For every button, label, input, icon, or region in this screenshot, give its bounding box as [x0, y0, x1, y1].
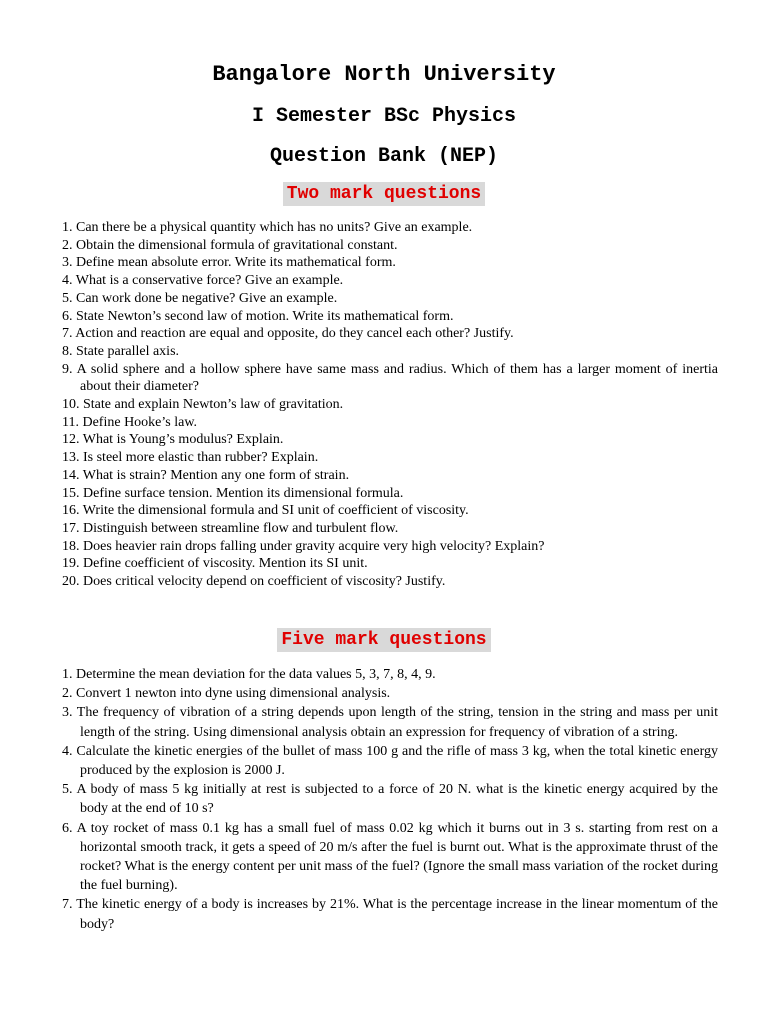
question-item	[62, 555, 718, 573]
question-text: Convert 1 newton into dyne using dimensional analysis.	[76, 686, 391, 702]
two-mark-heading	[0, 182, 768, 206]
question-item	[62, 325, 718, 343]
question-item	[62, 254, 718, 272]
question-text: Obtain the dimensional formula of gravitational constant.	[76, 237, 398, 253]
question-item	[62, 414, 718, 432]
question-text: Calculate the kinetic energies of the bullet of mass 100 g and the rifle of mass 3 kg, when the total kinetic energy produced by the explosion is 2000 J.	[76, 743, 718, 779]
question-number: 14.	[62, 467, 80, 483]
question-number: 8.	[62, 343, 73, 359]
question-number: 13.	[62, 450, 80, 466]
question-number: 3.	[62, 255, 73, 271]
question-text: Can there be a physical quantity which has no units? Give an example.	[76, 220, 473, 235]
question-number: 9.	[62, 361, 73, 377]
question-text: What is strain? Mention any one form of strain.	[82, 467, 350, 483]
question-text: A solid sphere and a hollow sphere have same mass and radius. Which of them has a larger moment of inertia about their diameter?	[76, 361, 718, 395]
question-text: State parallel axis.	[76, 343, 180, 359]
question-number: 1.	[62, 220, 73, 235]
five-mark-heading-text: Five mark questions	[277, 628, 490, 652]
question-item	[62, 684, 718, 703]
question-text: Define Hooke’s law.	[82, 414, 198, 430]
question-item	[62, 396, 718, 414]
question-number: 10.	[62, 397, 80, 413]
question-item	[62, 272, 718, 290]
question-number: 4.	[62, 743, 73, 759]
question-item	[62, 449, 718, 467]
question-text: State Newton’s second law of motion. Write its mathematical form.	[76, 308, 454, 324]
question-number: 16.	[62, 503, 80, 519]
question-number: 5.	[62, 782, 73, 798]
question-item	[62, 467, 718, 485]
question-item	[62, 703, 718, 741]
question-item	[62, 520, 718, 538]
question-text: Action and reaction are equal and opposite, do they cancel each other? Justify.	[75, 326, 514, 342]
question-number: 2.	[62, 686, 73, 702]
question-text: A body of mass 5 kg initially at rest is subjected to a force of 20 N. what is the kinetic energy acquired by the body at the end of 10 s?	[76, 782, 719, 817]
question-number: 6.	[62, 308, 73, 324]
question-text: What is Young’s modulus? Explain.	[82, 432, 284, 448]
question-text: Does critical velocity depend on coefficient of viscosity? Justify.	[83, 574, 446, 590]
question-item	[62, 502, 718, 520]
question-text: Distinguish between streamline flow and turbulent flow.	[83, 520, 399, 536]
question-item	[62, 665, 718, 684]
question-item	[62, 895, 718, 933]
question-item	[62, 237, 718, 255]
five-mark-heading	[0, 628, 768, 652]
question-number: 1.	[62, 667, 73, 682]
question-number: 18.	[62, 538, 80, 554]
question-text: The frequency of vibration of a string depends upon length of the string, tension in the string and mass per unit length of the string. Using dimensional analysis obtain an expression for frequency of vibration of a string.	[76, 705, 718, 740]
question-item	[62, 485, 718, 503]
university-title: Bangalore North University	[212, 62, 556, 87]
question-item	[62, 742, 718, 780]
question-number: 4.	[62, 273, 73, 289]
question-number: 7.	[62, 326, 73, 342]
question-text: Define surface tension. Mention its dimensional formula.	[83, 485, 404, 501]
question-text: Can work done be negative? Give an example.	[76, 290, 338, 306]
question-number: 15.	[62, 485, 80, 501]
question-number: 7.	[62, 897, 73, 913]
question-number: 6.	[62, 820, 73, 836]
question-text: Does heavier rain drops falling under gravity acquire very high velocity? Explain?	[83, 538, 545, 554]
question-text: State and explain Newton’s law of gravitation.	[83, 397, 344, 413]
question-text: The kinetic energy of a body is increases by 21%. What is the percentage increase in the linear momentum of the body?	[76, 897, 718, 932]
question-text: What is a conservative force? Give an example.	[75, 273, 344, 289]
question-number: 2.	[62, 237, 73, 253]
question-text: Determine the mean deviation for the data values 5, 3, 7, 8, 4, 9.	[76, 667, 436, 682]
question-text: Define mean absolute error. Write its mathematical form.	[76, 255, 396, 271]
question-number: 20.	[62, 574, 80, 590]
question-text: Is steel more elastic than rubber? Explain.	[83, 450, 319, 466]
question-text: Write the dimensional formula and SI unit of coefficient of viscosity.	[82, 503, 469, 519]
question-item	[62, 343, 718, 361]
question-item	[62, 361, 718, 396]
question-item	[62, 538, 718, 556]
question-item	[62, 573, 718, 591]
question-item	[62, 219, 718, 237]
two-mark-heading-text: Two mark questions	[283, 182, 485, 206]
course-title: I Semester BSc Physics	[251, 105, 517, 128]
question-number: 11.	[62, 414, 79, 430]
question-item	[62, 819, 718, 896]
question-text: A toy rocket of mass 0.1 kg has a small fuel of mass 0.02 kg which it burns out in 3 s. starting from rest on a horizontal smooth track, it gets a speed of 20 m/s after the fuel is burnt out. What is the approximate thrust of the rocket? What is the energy content per unit mass of the fuel? (Ignore the small mass variation of the rocket during the fuel burning).	[76, 820, 718, 894]
question-item	[62, 431, 718, 449]
two-mark-question-list	[62, 219, 718, 591]
question-text: Define coefficient of viscosity. Mention its SI unit.	[83, 556, 368, 572]
document-title: Question Bank (NEP)	[269, 145, 499, 168]
question-number: 12.	[62, 432, 80, 448]
question-number: 3.	[62, 705, 73, 721]
question-item	[62, 290, 718, 308]
question-number: 17.	[62, 520, 80, 536]
question-number: 5.	[62, 290, 73, 306]
question-item	[62, 308, 718, 326]
question-number: 19.	[62, 556, 80, 572]
question-item	[62, 780, 718, 818]
five-mark-question-list	[62, 665, 718, 934]
